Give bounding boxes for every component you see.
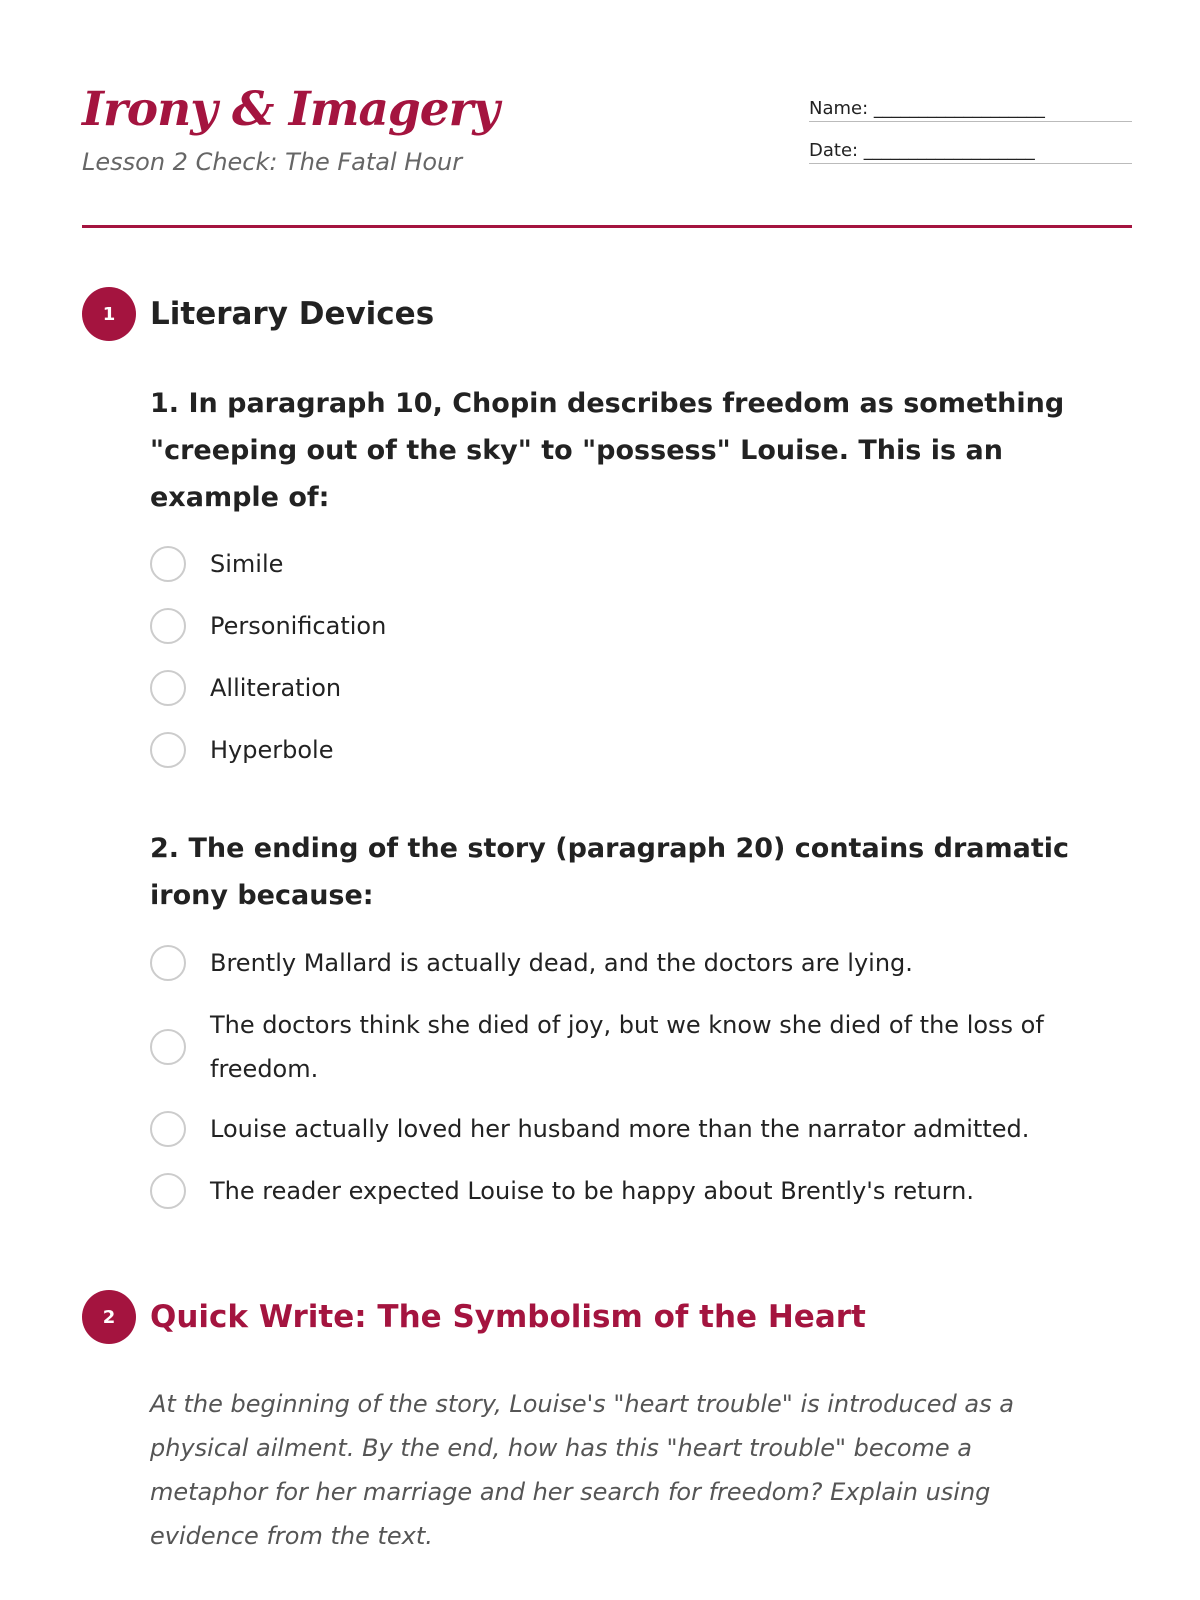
radio-button[interactable] [150, 546, 186, 582]
page-subtitle: Lesson 2 Check: The Fatal Hour [82, 148, 463, 176]
question-2-option-d[interactable] [150, 1169, 1110, 1213]
date-field[interactable]: Date: ___________________ [809, 140, 1132, 164]
radio-button[interactable] [150, 732, 186, 768]
option-label: Alliteration [210, 674, 342, 702]
radio-button[interactable] [150, 1111, 186, 1147]
question-1-option-b[interactable] [150, 604, 1110, 648]
section-number-badge: 2 [82, 1290, 136, 1344]
quick-write-prompt: At the beginning of the story, Louise's "heart trouble" is introduced as a physical ailment. By the end, how has this "heart trouble" become a metaphor for her marriage and her search for freedom? Explain using evidence from the text. [150, 1390, 1014, 1550]
name-field[interactable]: Name: ___________________ [809, 98, 1132, 122]
section-2-header [82, 1290, 866, 1344]
option-label: Brently Mallard is actually dead, and the doctors are lying. [210, 949, 913, 977]
worksheet-header [82, 0, 1132, 230]
section-1-header [82, 287, 434, 341]
section-number-badge: 1 [82, 287, 136, 341]
radio-button[interactable] [150, 670, 186, 706]
radio-button[interactable] [150, 1029, 186, 1065]
option-label: The doctors think she died of joy, but we know she died of the loss of freedom. [210, 1011, 1044, 1083]
section-title: Quick Write: The Symbolism of the Heart [150, 1299, 866, 1335]
question-1-option-d[interactable] [150, 728, 1110, 772]
option-label: Louise actually loved her husband more than the narrator admitted. [210, 1115, 1030, 1143]
question-2-option-b[interactable] [150, 1003, 1110, 1091]
option-label: The reader expected Louise to be happy about Brently's return. [210, 1177, 975, 1205]
question-2-option-c[interactable] [150, 1107, 1110, 1151]
radio-button[interactable] [150, 945, 186, 981]
section-title: Literary Devices [150, 296, 435, 332]
page-title: Irony & Imagery [82, 82, 499, 137]
question-2-text: 2. The ending of the story (paragraph 20) contains dramatic irony because: [150, 833, 1070, 911]
question-1-option-a[interactable] [150, 542, 1110, 586]
option-label: Simile [210, 550, 284, 578]
question-1-option-c[interactable] [150, 666, 1110, 710]
option-label: Hyperbole [210, 736, 334, 764]
worksheet-page [82, 0, 1132, 1550]
question-1-text: 1. In paragraph 10, Chopin describes freedom as something "creeping out of the sky" to "possess" Louise. This is an example of: [150, 388, 1065, 513]
radio-button[interactable] [150, 608, 186, 644]
header-divider [82, 225, 1132, 228]
question-2-option-a[interactable] [150, 941, 1110, 985]
radio-button[interactable] [150, 1173, 186, 1209]
option-label: Personification [210, 612, 387, 640]
